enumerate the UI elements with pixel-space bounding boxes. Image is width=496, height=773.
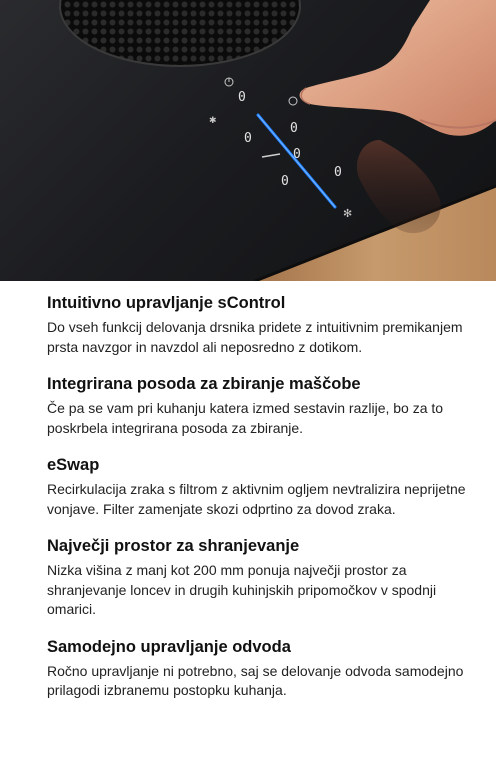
feature-description: Nizka višina z manj kot 200 mm ponuja največji prostor za shranjevanje loncev in drugih kuhinjskih pripomočkov v spodnji omarici.	[47, 562, 437, 617]
feature-title: Integrirana posoda za zbiranje maščobe	[47, 375, 361, 393]
readout-2: 0	[244, 131, 252, 146]
fan-icon[interactable]: ✻	[343, 207, 353, 220]
feature-automatic-extraction	[47, 637, 466, 701]
feature-eswap	[47, 455, 466, 519]
cooktop-photo	[0, 0, 496, 281]
feature-title: Intuitivno upravljanje sControl	[47, 294, 286, 312]
feature-title: eSwap	[47, 456, 100, 474]
readout-3: 0	[290, 121, 298, 136]
hand	[300, 0, 496, 136]
feature-storage-space	[47, 536, 466, 620]
readout-4: 0	[293, 147, 301, 162]
timer-icon[interactable]	[289, 97, 297, 105]
light-icon[interactable]: ✱	[209, 116, 217, 126]
vent-grille	[60, 0, 300, 66]
feature-description: Do vseh funkcij delovanja drsnika pridete z intuitivnim premikanjem prsta navzgor in navzdol ali neposredno z dotikom.	[47, 319, 463, 355]
feature-list	[0, 281, 496, 701]
hand-reflection	[357, 140, 441, 233]
readout-5: 0	[281, 174, 289, 189]
readout-6: 0	[334, 165, 342, 180]
feature-grease-container	[47, 374, 466, 438]
feature-description: Če pa se vam pri kuhanju katera izmed sestavin razlije, bo za to poskrbela integrirana posoda za zbiranje.	[47, 400, 444, 436]
feature-description: Recirkulacija zraka s filtrom z aktivnim ogljem nevtralizira neprijetne vonjave. Filter zamenjate skozi odprtino za dovod zraka.	[47, 481, 466, 517]
feature-title: Največji prostor za shranjevanje	[47, 537, 300, 555]
feature-scontrol	[47, 293, 466, 357]
feature-title: Samodejno upravljanje odvoda	[47, 637, 291, 656]
feature-description: Ročno upravljanje ni potrebno, saj se delovanje odvoda samodejno prilagodi izbranemu postopku kuhanja.	[47, 662, 464, 698]
readout-1: 0	[238, 90, 246, 105]
hero-image	[0, 0, 496, 281]
slider-divider	[262, 154, 280, 157]
